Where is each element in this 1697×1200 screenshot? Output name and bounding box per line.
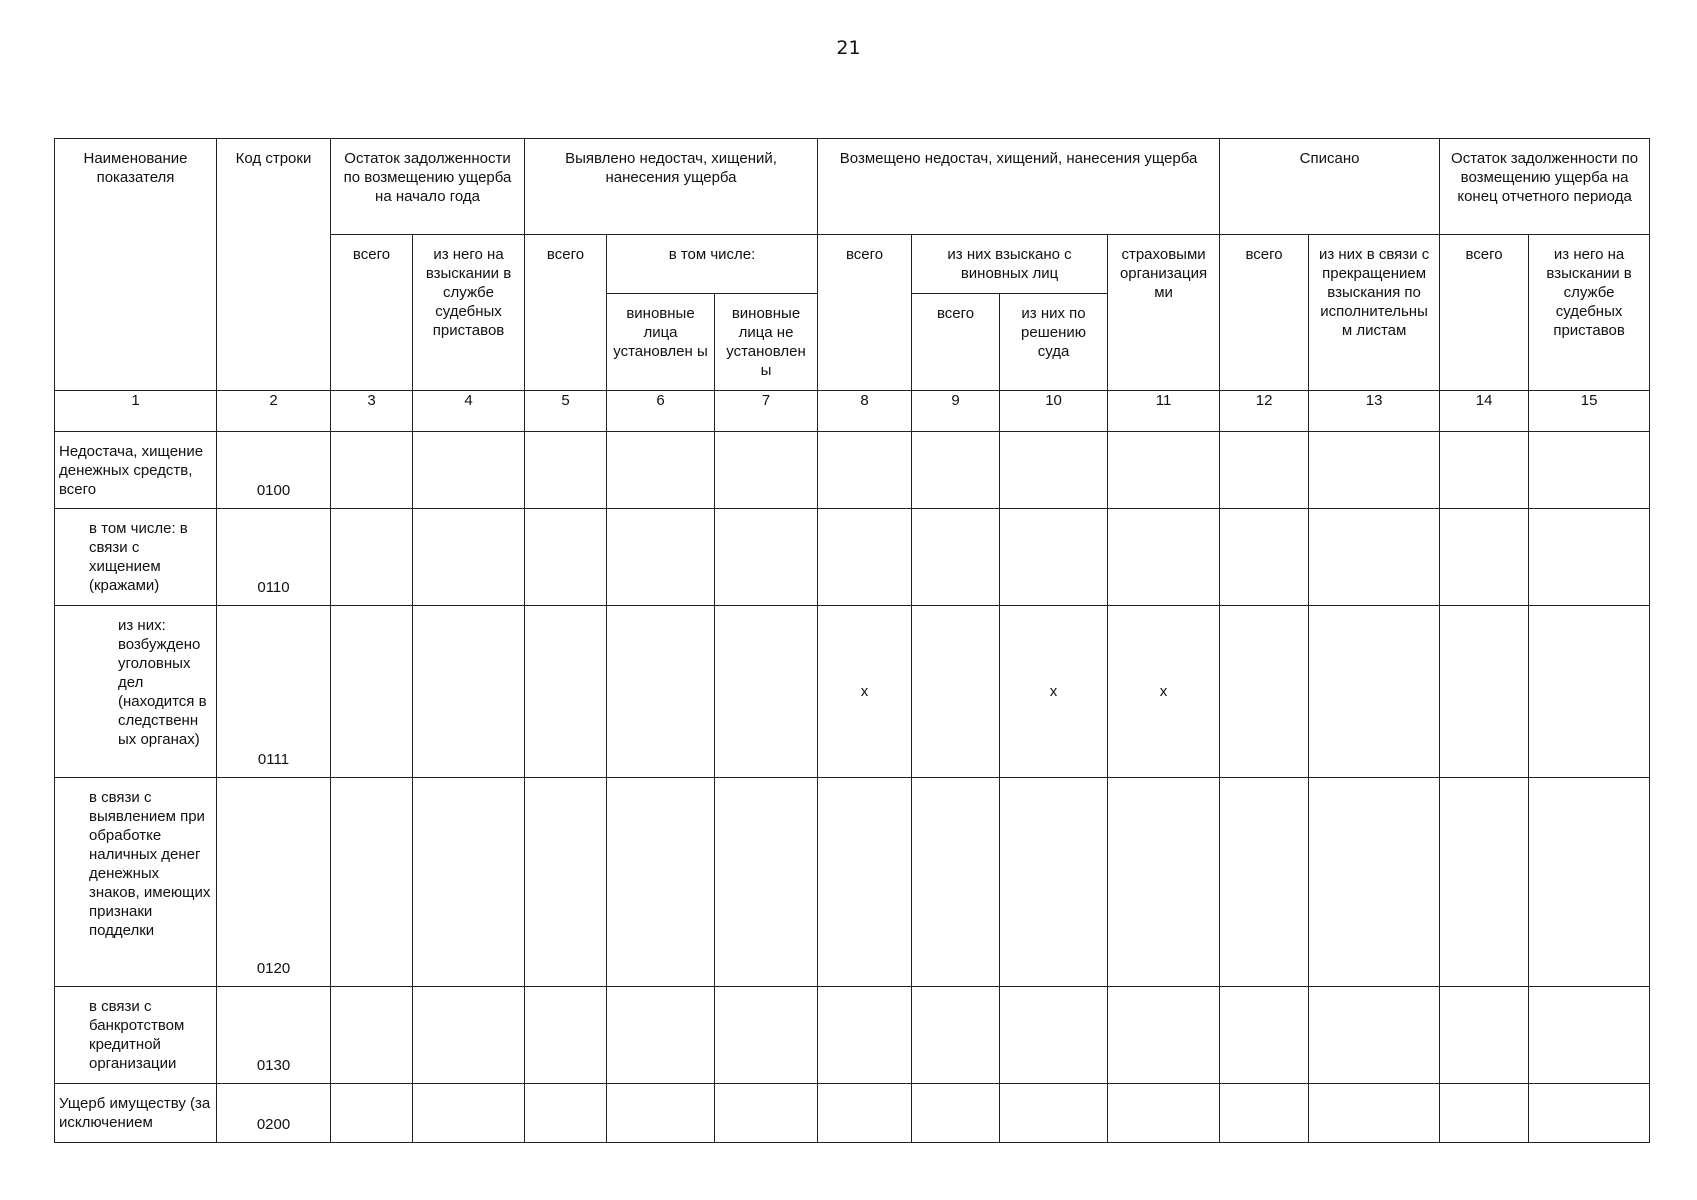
data-cell[interactable] (331, 606, 413, 778)
header-detected: Выявлено недостач, хищений, нанесения ущерба (525, 139, 818, 235)
data-cell[interactable] (1440, 606, 1529, 778)
data-cell[interactable] (715, 987, 818, 1084)
data-cell[interactable] (1529, 778, 1650, 987)
data-cell[interactable] (1309, 432, 1440, 509)
row-code: 0100 (217, 432, 331, 509)
data-cell[interactable] (1529, 1084, 1650, 1143)
row-code: 0110 (217, 509, 331, 606)
data-cell[interactable] (525, 432, 607, 509)
row-name: в том числе: в связи с хищением (кражами) (55, 509, 217, 606)
data-cell[interactable] (331, 987, 413, 1084)
header-indicator-name: Наименование показателя (55, 139, 217, 391)
data-cell[interactable] (607, 1084, 715, 1143)
column-number: 12 (1220, 391, 1309, 432)
data-cell[interactable] (1000, 987, 1108, 1084)
column-number: 9 (912, 391, 1000, 432)
data-cell[interactable] (1309, 606, 1440, 778)
data-cell[interactable] (818, 509, 912, 606)
header-written-off: Списано (1220, 139, 1440, 235)
data-cell[interactable] (525, 987, 607, 1084)
row-name: Недостача, хищение денежных средств, всего (55, 432, 217, 509)
column-number: 10 (1000, 391, 1108, 432)
data-cell[interactable] (1529, 509, 1650, 606)
data-cell[interactable] (1220, 1084, 1309, 1143)
header-c11: страховыми организация ми (1108, 235, 1220, 391)
column-number: 15 (1529, 391, 1650, 432)
data-cell[interactable] (1000, 509, 1108, 606)
table-row (55, 987, 1650, 1084)
column-number: 5 (525, 391, 607, 432)
header-c7: виновные лица не установлен ы (715, 294, 818, 391)
table-row (55, 432, 1650, 509)
data-cell[interactable] (413, 509, 525, 606)
data-cell[interactable] (525, 606, 607, 778)
data-cell[interactable] (1529, 606, 1650, 778)
data-cell[interactable] (413, 432, 525, 509)
data-cell[interactable] (715, 606, 818, 778)
header-c12: всего (1220, 235, 1309, 391)
column-number: 2 (217, 391, 331, 432)
data-cell[interactable] (1529, 987, 1650, 1084)
data-cell[interactable] (1440, 432, 1529, 509)
data-cell[interactable] (912, 432, 1000, 509)
column-number: 8 (818, 391, 912, 432)
data-cell[interactable] (1220, 987, 1309, 1084)
header-c15: из него на взыскании в службе судебных приставов (1529, 235, 1650, 391)
table-row (55, 1084, 1650, 1143)
data-cell[interactable] (607, 987, 715, 1084)
column-number: 13 (1309, 391, 1440, 432)
data-cell[interactable] (715, 432, 818, 509)
header-c10: из них по решению суда (1000, 294, 1108, 391)
data-cell[interactable] (331, 432, 413, 509)
data-cell[interactable] (715, 509, 818, 606)
row-code: 0200 (217, 1084, 331, 1143)
data-cell[interactable] (818, 1084, 912, 1143)
header-balance-end: Остаток задолженности по возмещению ущерба на конец отчетного периода (1440, 139, 1650, 235)
data-cell[interactable] (1000, 778, 1108, 987)
not-applicable-mark: х (1000, 606, 1108, 778)
data-cell[interactable] (1220, 432, 1309, 509)
data-cell[interactable] (912, 778, 1000, 987)
data-cell[interactable] (331, 778, 413, 987)
header-c8: всего (818, 235, 912, 391)
data-cell[interactable] (1529, 432, 1650, 509)
header-compensated: Возмещено недостач, хищений, нанесения ущерба (818, 139, 1220, 235)
data-cell[interactable] (1309, 778, 1440, 987)
column-number-row (55, 391, 1650, 432)
data-cell[interactable] (1309, 1084, 1440, 1143)
table-row (55, 509, 1650, 606)
data-cell[interactable] (607, 509, 715, 606)
header-c6-c7-group: в том числе: (607, 235, 818, 294)
data-cell[interactable] (413, 778, 525, 987)
row-name: из них: возбуждено уголовных дел (находится в следственн ых органах) (55, 606, 217, 778)
column-number: 6 (607, 391, 715, 432)
data-cell[interactable] (1440, 509, 1529, 606)
header-row-1 (55, 139, 1650, 235)
not-applicable-mark: х (1108, 606, 1220, 778)
data-cell[interactable] (912, 606, 1000, 778)
data-cell[interactable] (818, 778, 912, 987)
data-cell[interactable] (1108, 778, 1220, 987)
data-cell[interactable] (331, 1084, 413, 1143)
row-code: 0130 (217, 987, 331, 1084)
data-cell[interactable] (413, 987, 525, 1084)
data-cell[interactable] (1220, 778, 1309, 987)
row-name: в связи с банкротством кредитной организации (55, 987, 217, 1084)
header-c9: всего (912, 294, 1000, 391)
column-number: 4 (413, 391, 525, 432)
row-name: Ущерб имуществу (за исключением (55, 1084, 217, 1143)
data-cell[interactable] (525, 509, 607, 606)
data-cell[interactable] (1108, 987, 1220, 1084)
column-number: 7 (715, 391, 818, 432)
report-table (54, 138, 1650, 1143)
header-row-code: Код строки (217, 139, 331, 391)
data-cell[interactable] (818, 432, 912, 509)
data-cell[interactable] (912, 987, 1000, 1084)
row-code: 0111 (217, 606, 331, 778)
not-applicable-mark: х (818, 606, 912, 778)
data-cell[interactable] (413, 1084, 525, 1143)
data-cell[interactable] (607, 432, 715, 509)
row-name: в связи с выявлением при обработке наличных денег денежных знаков, имеющих признаки подделки (55, 778, 217, 987)
data-cell[interactable] (607, 606, 715, 778)
header-c14: всего (1440, 235, 1529, 391)
header-c5: всего (525, 235, 607, 391)
data-cell[interactable] (1108, 1084, 1220, 1143)
data-cell[interactable] (715, 778, 818, 987)
table-row (55, 606, 1650, 778)
data-cell[interactable] (1440, 778, 1529, 987)
data-cell[interactable] (1220, 606, 1309, 778)
data-cell[interactable] (1440, 1084, 1529, 1143)
data-cell[interactable] (912, 1084, 1000, 1143)
data-cell[interactable] (1440, 987, 1529, 1084)
header-c4: из него на взыскании в службе судебных приставов (413, 235, 525, 391)
data-cell[interactable] (1000, 1084, 1108, 1143)
row-code: 0120 (217, 778, 331, 987)
data-cell[interactable] (1000, 432, 1108, 509)
data-cell[interactable] (715, 1084, 818, 1143)
data-cell[interactable] (818, 987, 912, 1084)
data-cell[interactable] (525, 778, 607, 987)
data-cell[interactable] (912, 509, 1000, 606)
column-number: 14 (1440, 391, 1529, 432)
header-c3: всего (331, 235, 413, 391)
header-c6: виновные лица установлен ы (607, 294, 715, 391)
data-cell[interactable] (607, 778, 715, 987)
data-cell[interactable] (1309, 987, 1440, 1084)
data-cell[interactable] (1309, 509, 1440, 606)
data-cell[interactable] (331, 509, 413, 606)
header-balance-start: Остаток задолженности по возмещению ущерба на начало года (331, 139, 525, 235)
data-cell[interactable] (1108, 509, 1220, 606)
page-number: 21 (836, 37, 861, 59)
column-number: 11 (1108, 391, 1220, 432)
column-number: 3 (331, 391, 413, 432)
header-c9-c10-group: из них взыскано с виновных лиц (912, 235, 1108, 294)
column-number: 1 (55, 391, 217, 432)
data-cell[interactable] (525, 1084, 607, 1143)
data-cell[interactable] (1220, 509, 1309, 606)
header-c13: из них в связи с прекращением взыскания по исполнительны м листам (1309, 235, 1440, 391)
data-cell[interactable] (1108, 432, 1220, 509)
data-cell[interactable] (413, 606, 525, 778)
table-row (55, 778, 1650, 987)
